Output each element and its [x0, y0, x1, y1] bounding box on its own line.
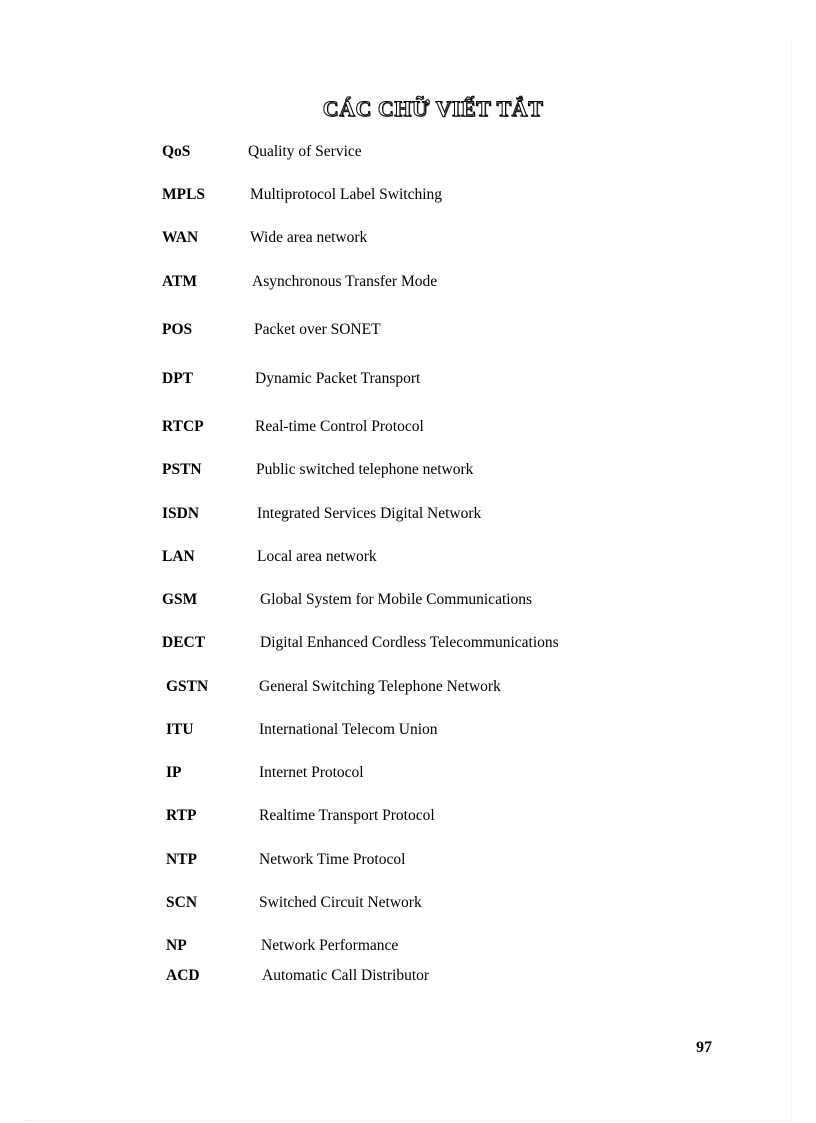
page-title: CÁC CHỮ VIẾT TẮT — [322, 96, 544, 121]
abbreviation-meaning: Dynamic Packet Transport — [255, 370, 421, 387]
abbreviation: GSM — [162, 591, 198, 608]
abbreviation: IP — [166, 764, 182, 781]
abbreviation-meaning: Real-time Control Protocol — [255, 418, 424, 435]
abbreviation-meaning: Network Performance — [261, 937, 399, 954]
abbreviation: MPLS — [162, 186, 206, 203]
margin-guide-bottom — [24, 1120, 792, 1121]
abbreviation-meaning: Global System for Mobile Communications — [260, 591, 533, 608]
margin-guide-right — [791, 40, 792, 1119]
abbreviation: NP — [166, 937, 187, 954]
abbreviation-meaning: Automatic Call Distributor — [262, 967, 430, 984]
abbreviation: PSTN — [162, 461, 202, 478]
abbreviation-meaning: Quality of Service — [248, 143, 362, 160]
abbreviation: NTP — [166, 851, 197, 868]
abbreviation: DECT — [162, 634, 206, 651]
abbreviation: SCN — [166, 894, 198, 911]
abbreviation-meaning: Network Time Protocol — [259, 851, 406, 868]
abbreviation-meaning: Switched Circuit Network — [259, 894, 422, 911]
abbreviation-meaning: Wide area network — [250, 229, 368, 246]
abbreviation-meaning: General Switching Telephone Network — [259, 678, 501, 695]
abbreviation-meaning: Local area network — [257, 548, 377, 565]
abbreviation-meaning: Asynchronous Transfer Mode — [252, 273, 438, 290]
page-number: 97 — [696, 1039, 712, 1056]
abbreviation: ATM — [162, 273, 198, 290]
abbreviation-meaning: Digital Enhanced Cordless Telecommunications — [260, 634, 559, 651]
abbreviation: RTP — [166, 807, 197, 824]
abbreviation-meaning: Packet over SONET — [254, 321, 381, 338]
abbreviation-meaning: Internet Protocol — [259, 764, 364, 781]
abbreviation-meaning: International Telecom Union — [259, 721, 438, 738]
abbreviation: ITU — [166, 721, 194, 738]
abbreviation-meaning: Integrated Services Digital Network — [257, 505, 482, 522]
abbreviation-meaning: Public switched telephone network — [256, 461, 474, 478]
abbreviation: DPT — [162, 370, 193, 387]
abbreviation: GSTN — [166, 678, 209, 695]
abbreviation: RTCP — [162, 418, 204, 435]
abbreviation: ACD — [166, 967, 200, 984]
abbreviation-meaning: Realtime Transport Protocol — [259, 807, 435, 824]
abbreviation-meaning: Multiprotocol Label Switching — [250, 186, 443, 203]
abbreviation: POS — [162, 321, 193, 338]
abbreviation: LAN — [162, 548, 195, 565]
abbreviation: ISDN — [162, 505, 200, 522]
abbreviation: QoS — [162, 143, 191, 160]
abbreviation: WAN — [162, 229, 199, 246]
